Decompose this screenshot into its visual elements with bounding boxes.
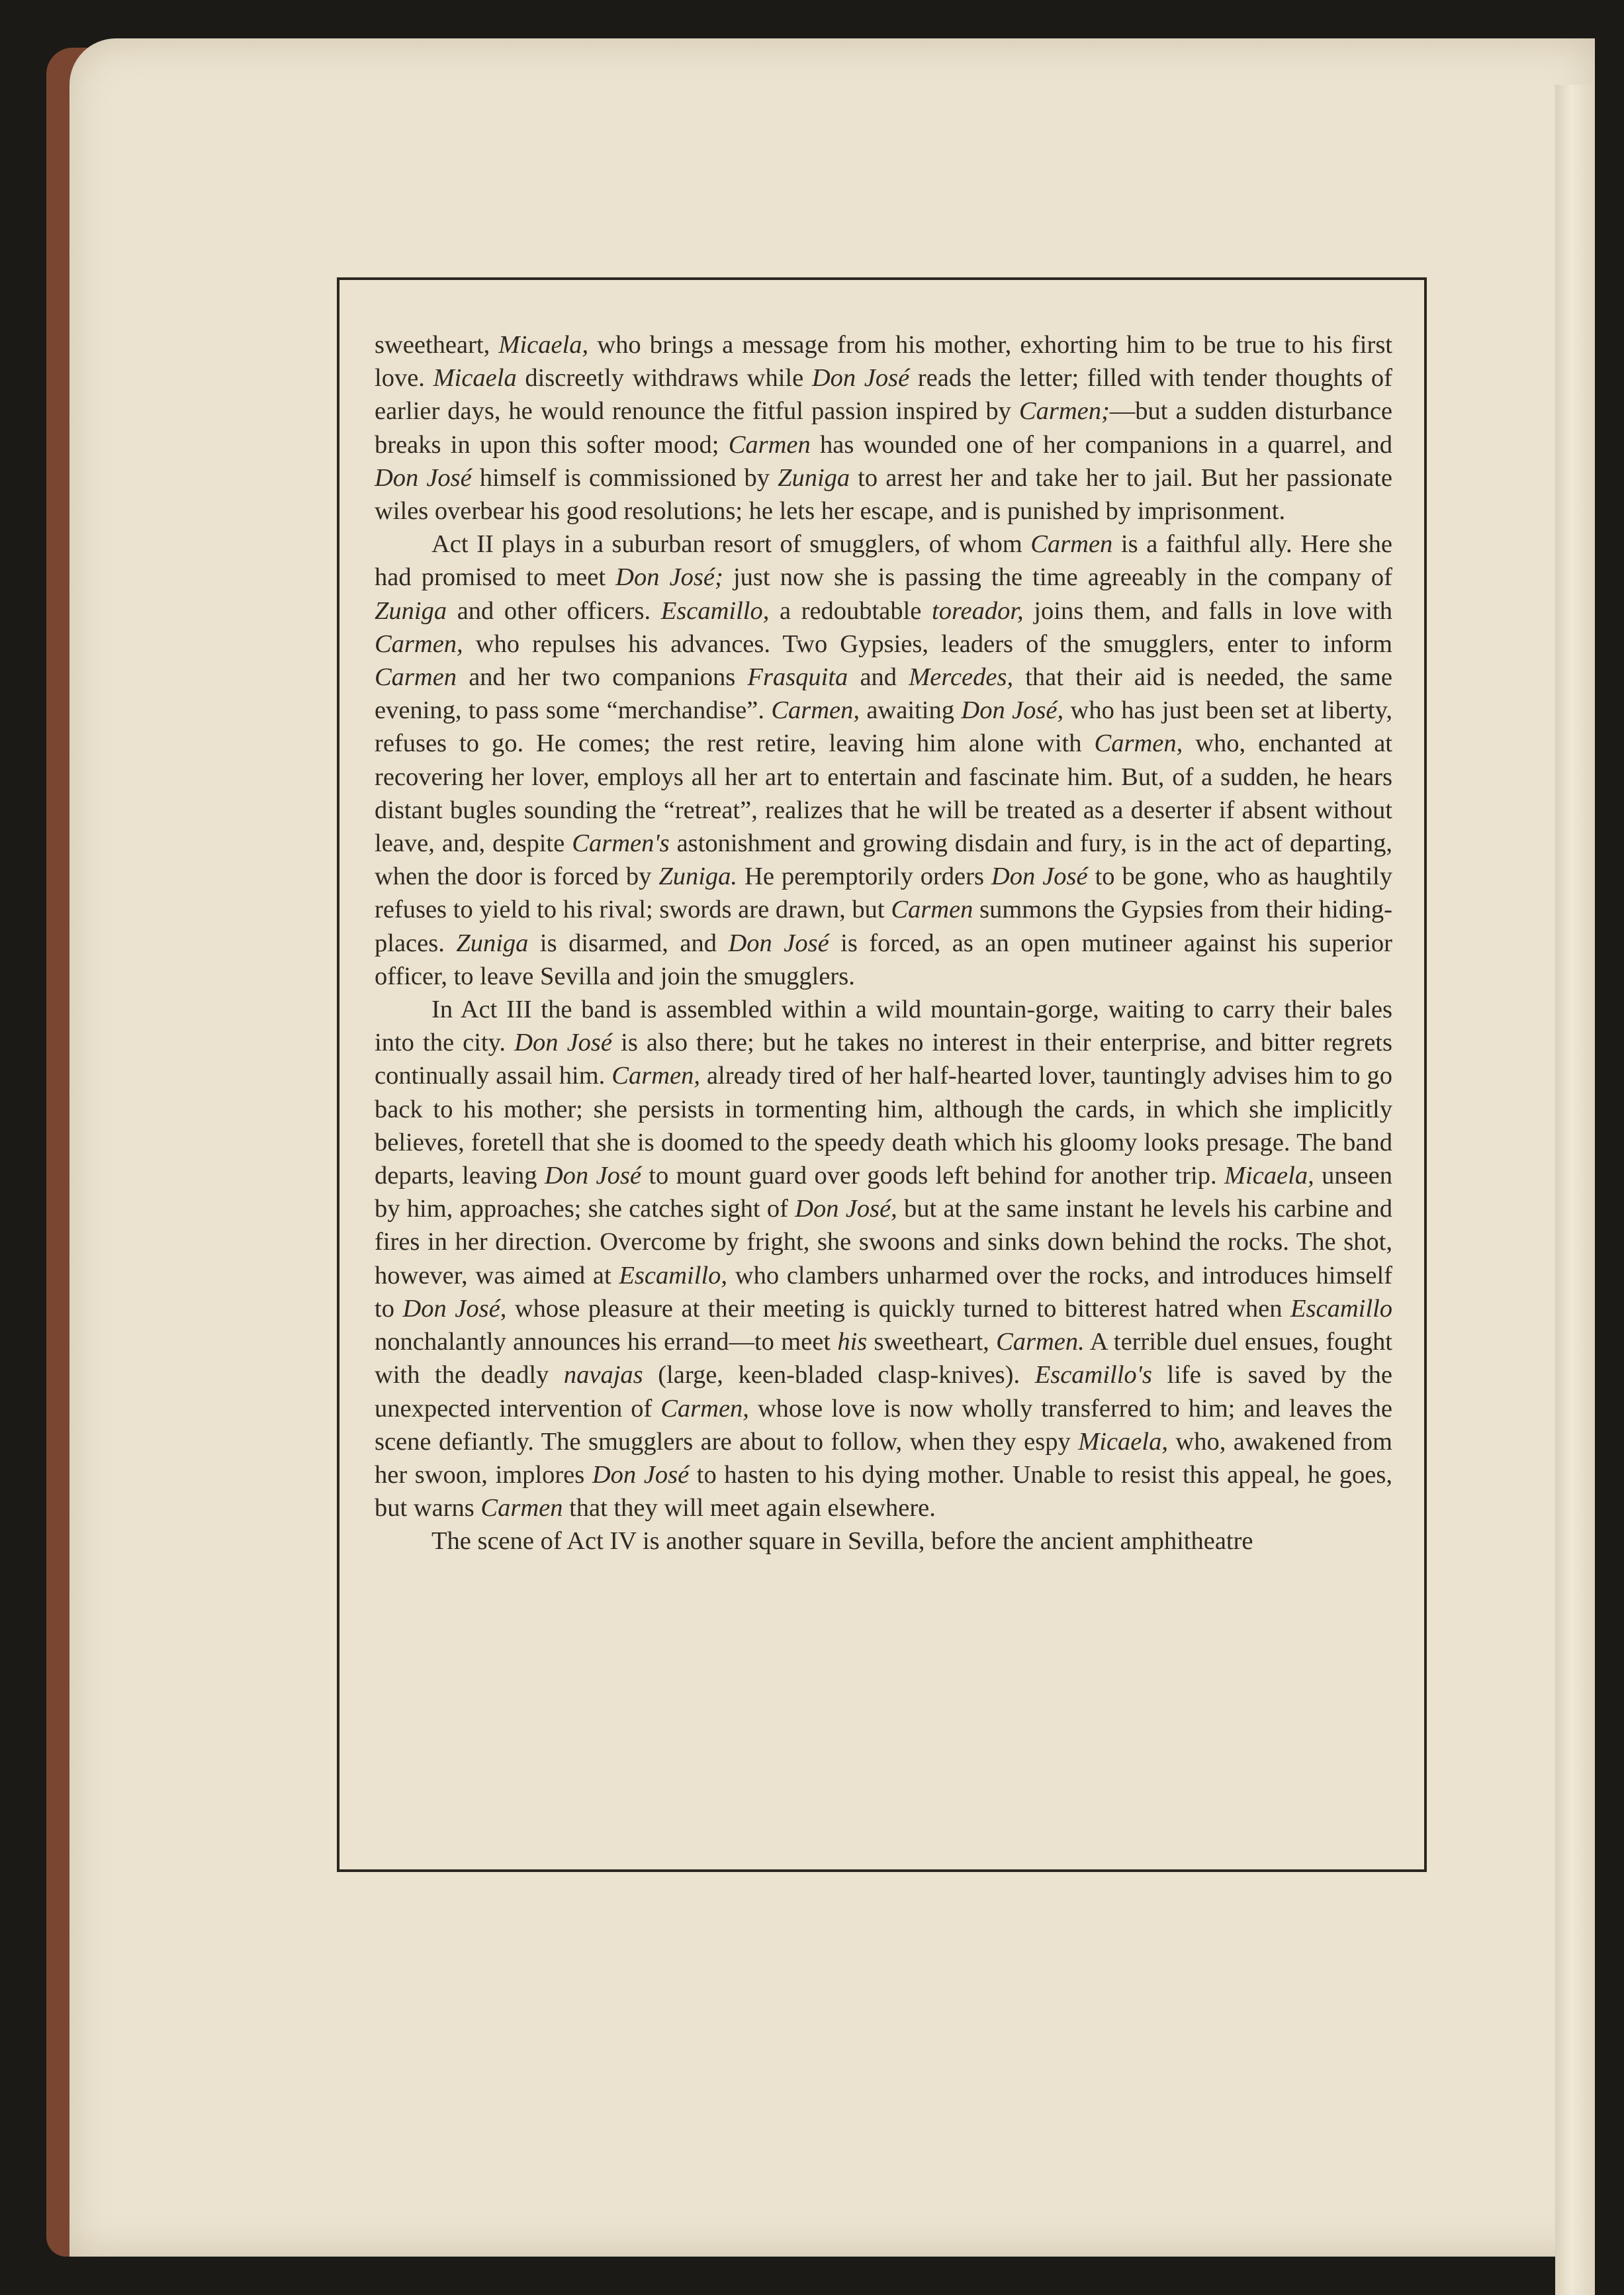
text-run: nonchalantly announces his errand—to meet (375, 1328, 838, 1356)
italic-name: Mercedes, (909, 663, 1014, 692)
paragraph (375, 528, 1392, 993)
italic-name: Carmen (1030, 530, 1113, 559)
text-run: who brings a message from his mother, exhorting him to be true to his first love. (375, 331, 1392, 393)
text-run: sweetheart, (867, 1328, 997, 1356)
text-run: a redoubtable (769, 596, 932, 625)
italic-name: Escamillo (1290, 1294, 1393, 1323)
italic-name: toreador, (932, 596, 1024, 625)
text-run: Act II plays in a suburban resort of smugglers, of whom (431, 530, 1031, 559)
italic-name: Don José, (402, 1294, 507, 1323)
text-run: that they will meet again elsewhere. (563, 1494, 936, 1522)
paragraph (375, 993, 1392, 1524)
italic-name: Zuniga (456, 929, 529, 957)
italic-name: Carmen (891, 896, 973, 924)
italic-name: Frasquita (747, 663, 848, 692)
synopsis-text (375, 328, 1392, 1558)
next-page-edge (1555, 85, 1595, 2295)
text-run: —but a sudden disturbance breaks in upon this softer mood; (375, 397, 1393, 459)
italic-name: Micaela, (1224, 1162, 1314, 1190)
italic-name: Escamillo, (660, 596, 770, 625)
italic-name: Don José, (961, 696, 1064, 725)
text-run: just now she is passing the time agreeably in the company of (723, 563, 1392, 592)
text-run: that their aid is needed, the same evening, to pass some “merchandise”. (375, 663, 1392, 725)
text-run: He peremptorily orders (737, 863, 991, 891)
text-run: himself is commissioned by (471, 463, 778, 492)
text-run: The scene of Act IV is another square in Sevilla, before the ancient amphitheatre (431, 1527, 1253, 1556)
italic-name: Zuniga. (658, 863, 738, 891)
paragraph (375, 1524, 1392, 1558)
text-run: In Act III the band is assembled within a wild mountain-gorge, waiting to carry their bales into the city. (375, 996, 1392, 1057)
text-run: (large, keen-bladed clasp-knives). (643, 1361, 1035, 1389)
text-run: life is saved by the unexpected intervention of (375, 1361, 1392, 1423)
italic-name: his (837, 1328, 868, 1356)
italic-name: Carmen. (996, 1328, 1085, 1356)
text-run: who clambers unharmed over the rocks, and introduces himself to (375, 1261, 1392, 1323)
italic-name: Don José (592, 1460, 690, 1489)
italic-name: Carmen, (375, 630, 463, 658)
text-run: awaiting (860, 696, 962, 725)
italic-name: Zuniga (778, 463, 850, 492)
text-run: whose love is now wholly transferred to him; and leaves the scene defiantly. The smugglers are about to follow, when they espy (375, 1394, 1393, 1456)
text-run: who has just been set at liberty, refuses to go. He comes; the rest retire, leaving him alone with (375, 696, 1392, 758)
text-run: unseen by him, approaches; she catches sight of (375, 1162, 1392, 1223)
text-run: joins them, and falls in love with (1023, 596, 1392, 625)
text-run: has wounded one of her companions in a quarrel, and (810, 430, 1392, 459)
italic-name: Micaela (433, 364, 517, 393)
italic-name: Micaela, (498, 331, 589, 359)
text-run: already tired of her half-hearted lover, tauntingly advises him to go back to his mother; she persists in tormenting him, although the cards, in which she implicitly believes, foretell that she is doomed to the speedy death which his gloomy looks presage. The band departs, leaving (375, 1062, 1393, 1190)
text-run: who repulses his advances. Two Gypsies, leaders of the smugglers, enter to inform (463, 630, 1392, 658)
italic-name: Carmen, (771, 696, 860, 725)
text-run: to be gone, who as haughtily refuses to yield to his rival; swords are drawn, but (375, 863, 1392, 924)
text-run: astonishment and growing disdain and fury, is in the act of departing, when the door is forced by (375, 829, 1392, 891)
text-run: but at the same instant he levels his carbine and fires in her direction. Overcome by fright, she swoons and sinks down behind the rocks. The shot, however, was aimed at (375, 1195, 1392, 1289)
italic-name: Carmen (375, 663, 457, 692)
italic-name: Zuniga (375, 596, 447, 625)
text-run: and her two companions (457, 663, 748, 692)
italic-name: Carmen, (660, 1394, 749, 1423)
italic-name: Micaela, (1078, 1427, 1168, 1456)
italic-name: Don José (991, 863, 1088, 891)
italic-name: Carmen, (1094, 729, 1183, 758)
text-run: and other officers. (447, 596, 661, 625)
italic-name: Don José (514, 1029, 612, 1057)
text-run: who, awakened from her swoon, implores (375, 1427, 1392, 1489)
text-run: A terrible duel ensues, fought with the deadly (375, 1328, 1392, 1389)
text-run: to hasten to his dying mother. Unable to resist this appeal, he goes, but warns (375, 1460, 1392, 1522)
paragraph (375, 328, 1392, 528)
italic-name: Carmen; (1018, 397, 1110, 426)
text-run: to arrest her and take her to jail. But her passionate wiles overbear his good resolutions; he lets her escape, and is punished by imprisonment. (375, 463, 1392, 526)
text-run: whose pleasure at their meeting is quickly turned to bitterest hatred when (506, 1294, 1291, 1323)
text-run: is a faithful ally. Here she had promised to meet (375, 530, 1392, 592)
italic-name: Carmen (480, 1494, 563, 1522)
italic-name: navajas (563, 1361, 643, 1389)
text-run: who, enchanted at recovering her lover, employs all her art to entertain and fascinate him. But, of a sudden, he hears distant bugles sounding the “retreat”, realizes that he will be treated as a deserter if absent without leave, and, despite (375, 729, 1392, 858)
text-run: and (848, 663, 909, 692)
italic-name: Don José (544, 1162, 641, 1190)
italic-name: Escamillo's (1034, 1361, 1152, 1389)
italic-name: Don José (728, 929, 829, 957)
text-run: summons the Gypsies from their hiding-places. (375, 896, 1392, 957)
text-run: is disarmed, and (528, 929, 729, 957)
italic-name: Don José (375, 463, 472, 492)
text-run: is also there; but he takes no interest in their enterprise, and bitter regrets continually assail him. (375, 1029, 1392, 1090)
text-run: reads the letter; filled with tender thoughts of earlier days, he would renounce the fitful passion inspired by (375, 364, 1392, 426)
text-run: discreetly withdraws while (516, 364, 812, 393)
text-run: sweetheart, (375, 331, 499, 359)
italic-name: Carmen's (572, 829, 670, 858)
italic-name: Don José; (615, 563, 723, 592)
italic-name: Escamillo, (619, 1261, 728, 1289)
text-run: to mount guard over goods left behind for another trip. (641, 1162, 1224, 1190)
text-run: is forced, as an open mutineer against his superior officer, to leave Sevilla and join the smugglers. (375, 929, 1392, 990)
italic-name: Don José, (795, 1195, 897, 1223)
italic-name: Don José (811, 364, 910, 393)
italic-name: Carmen (728, 430, 811, 459)
italic-name: Carmen, (611, 1062, 700, 1090)
